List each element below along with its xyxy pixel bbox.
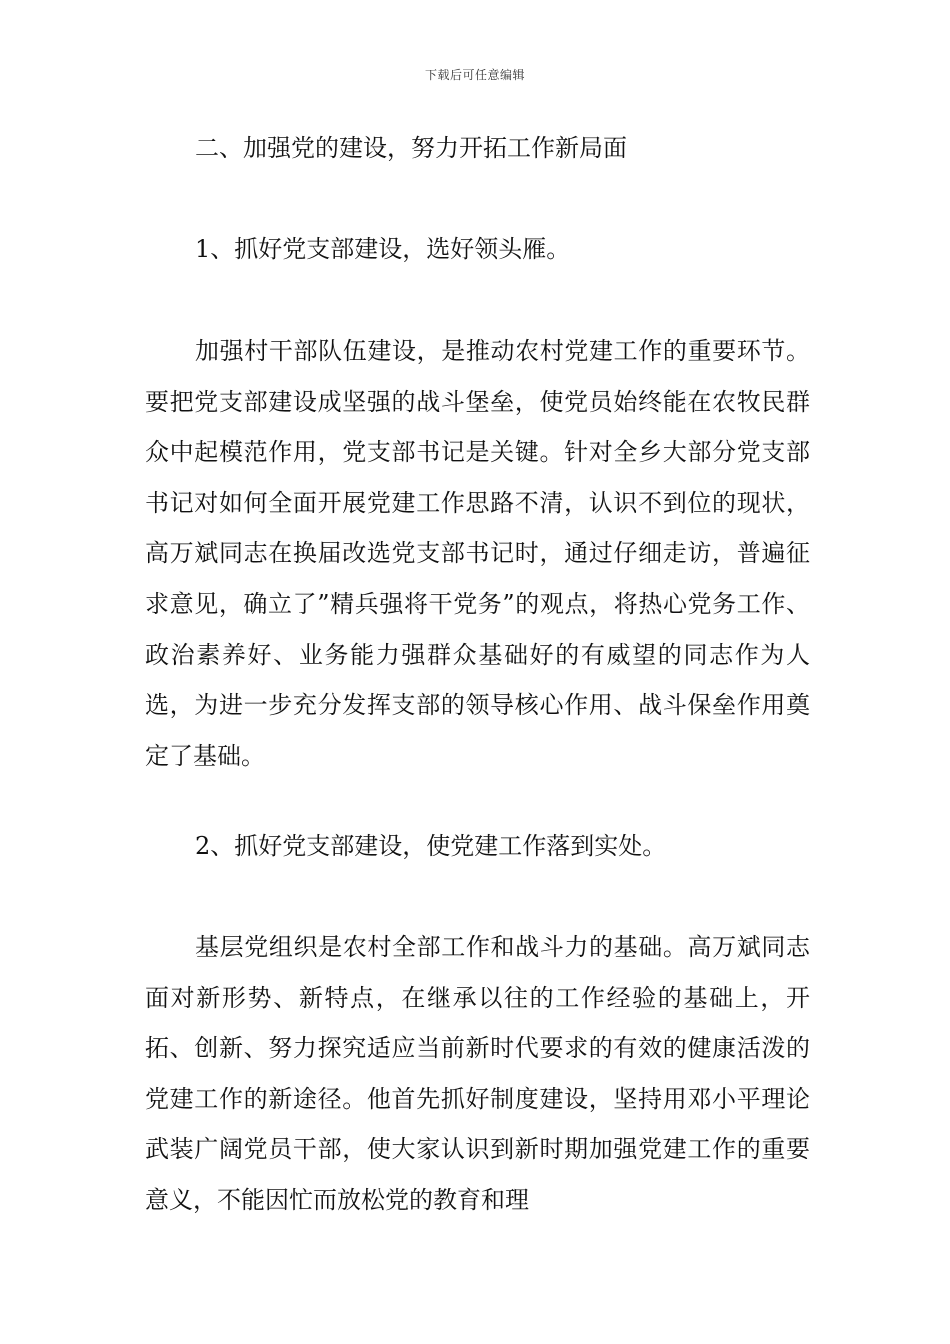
subsection-heading-1: 1、抓好党支部建设，选好领头雁。 <box>195 235 571 263</box>
header-note: 下载后可任意编辑 <box>424 68 525 82</box>
paragraph-1: 加强村干部队伍建设，是推动农村党建工作的重要环节。要把党支部建设成坚强的战斗堡垒，使党员始终能在农牧民群众中起模范作用，党支部书记是关键。针对全乡大部分党支部书记对如何全面开展党建工作思路不清，认识不到位的现状，高万斌同志在换届改选党支部书记时，通过仔细走访，普遍征求意见，确立了”精兵强将干党务”的观点，将热心党务工作、政治素养好、业务能力强群众基础好的有威望的同志作为人选，为进一步充分发挥支部的领导核心作用、战斗保垒作用奠定了基础。 <box>145 337 810 770</box>
section-heading: 二、加强党的建设，努力开拓工作新局面 <box>195 134 627 162</box>
paragraph-2: 基层党组织是农村全部工作和战斗力的基础。高万斌同志面对新形势、新特点，在继承以往的工作经验的基础上，开拓、创新、努力探究适应当前新时代要求的有效的健康活泼的党建工作的新途径。他首先抓好制度建设，坚持用邓小平理论武装广阔党员干部，使大家认识到新时期加强党建工作的重要意义，不能因忙而放松党的教育和理 <box>145 933 810 1214</box>
subsection-heading-2: 2、抓好党支部建设，使党建工作落到实处。 <box>195 832 667 860</box>
